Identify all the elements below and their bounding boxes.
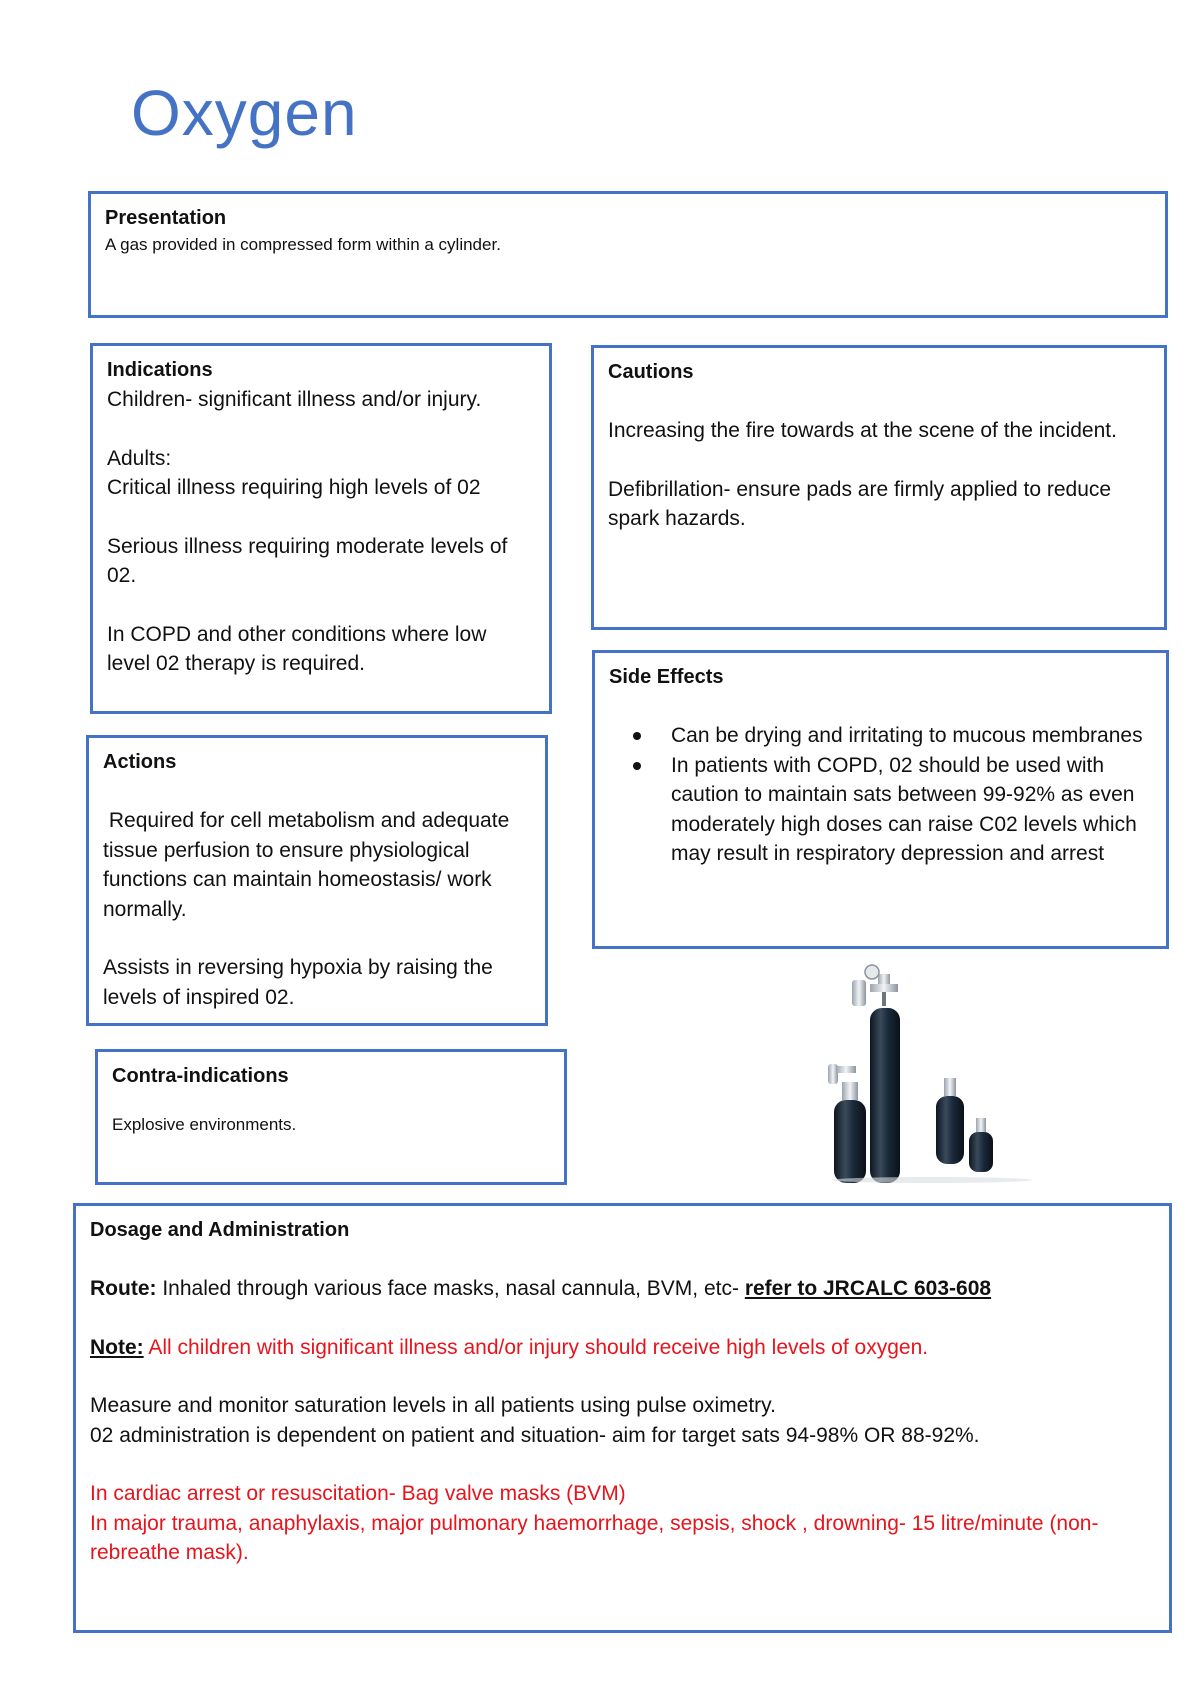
dosage-note bbox=[90, 1333, 1155, 1363]
contra-indications-heading: Contra-indications bbox=[112, 1065, 289, 1087]
route-label: Route: bbox=[90, 1277, 157, 1300]
note-label: Note: bbox=[90, 1335, 144, 1359]
actions-heading: Actions bbox=[103, 751, 177, 773]
indications-copd: In COPD and other conditions where low level 02 therapy is required. bbox=[107, 622, 487, 675]
jrcalc-reference-link[interactable]: refer to JRCALC 603-608 bbox=[744, 1277, 992, 1300]
presentation-box bbox=[88, 191, 1168, 318]
bullet-icon bbox=[633, 762, 641, 770]
dosage-admin: 02 administration is dependent on patient and situation- aim for target sats 94-98% OR 88-92%. bbox=[90, 1423, 980, 1447]
dosage-measure: Measure and monitor saturation levels in all patients using pulse oximetry. bbox=[90, 1394, 776, 1417]
dosage-trauma: In major trauma, anaphylaxis, major pulmonary haemorrhage, sepsis, shock , drowning- 15 litre/minute (non-rebreathe mask). bbox=[90, 1511, 1099, 1564]
list-item bbox=[671, 751, 1152, 869]
indications-children: Children- significant illness and/or injury. bbox=[107, 388, 482, 411]
cautions-defibrillation: Defibrillation- ensure pads are firmly applied to reduce spark hazards. bbox=[608, 477, 1112, 530]
indications-serious: Serious illness requiring moderate levels of 02. bbox=[107, 534, 508, 587]
actions-box bbox=[86, 735, 548, 1026]
cautions-heading: Cautions bbox=[608, 361, 694, 383]
dosage-heading: Dosage and Administration bbox=[90, 1219, 350, 1241]
cautions-box bbox=[591, 345, 1167, 630]
dosage-cardiac: In cardiac arrest or resuscitation- Bag valve masks (BVM) bbox=[90, 1482, 626, 1505]
side-effects-heading: Side Effects bbox=[609, 666, 724, 688]
contra-indications-box bbox=[95, 1049, 567, 1185]
side-effect-drying: Can be drying and irritating to mucous membranes bbox=[671, 724, 1143, 747]
indications-adults-label: Adults: bbox=[107, 446, 172, 470]
bullet-icon bbox=[633, 732, 641, 740]
side-effects-list bbox=[609, 721, 1152, 869]
indications-critical: Critical illness requiring high levels of 02 bbox=[107, 476, 481, 499]
dosage-box bbox=[73, 1203, 1172, 1633]
list-item bbox=[671, 721, 1152, 751]
side-effect-copd: In patients with COPD, 02 should be used with caution to maintain sats between 99-92% as even moderately high doses can raise C02 levels which may result in respiratory depression and arrest bbox=[671, 753, 1137, 865]
presentation-heading: Presentation bbox=[105, 207, 227, 229]
presentation-text: A gas provided in compressed form within a cylinder. bbox=[105, 235, 501, 254]
left-cylinder bbox=[828, 1064, 866, 1183]
note-text: All children with significant illness and/or injury should receive high levels of oxygen. bbox=[143, 1335, 929, 1359]
contra-indications-text: Explosive environments. bbox=[112, 1115, 297, 1134]
route-text: Inhaled through various face masks, nasal cannula, BVM, etc- bbox=[156, 1277, 745, 1300]
dosage-route bbox=[90, 1274, 1155, 1304]
right-cylinder bbox=[936, 1078, 964, 1164]
oxygen-cylinders-image bbox=[824, 958, 1044, 1183]
side-effects-box bbox=[592, 650, 1169, 949]
indications-box bbox=[90, 343, 552, 714]
cautions-fire: Increasing the fire towards at the scene of the incident. bbox=[608, 419, 1117, 442]
page-title: Oxygen bbox=[131, 77, 358, 149]
indications-heading: Indications bbox=[107, 359, 213, 381]
actions-hypoxia: Assists in reversing hypoxia by raising the levels of inspired 02. bbox=[103, 956, 493, 1009]
small-cylinder bbox=[969, 1118, 993, 1172]
actions-metabolism: Required for cell metabolism and adequate tissue perfusion to ensure physiological functions can maintain homeostasis/ work normally. bbox=[103, 809, 516, 921]
